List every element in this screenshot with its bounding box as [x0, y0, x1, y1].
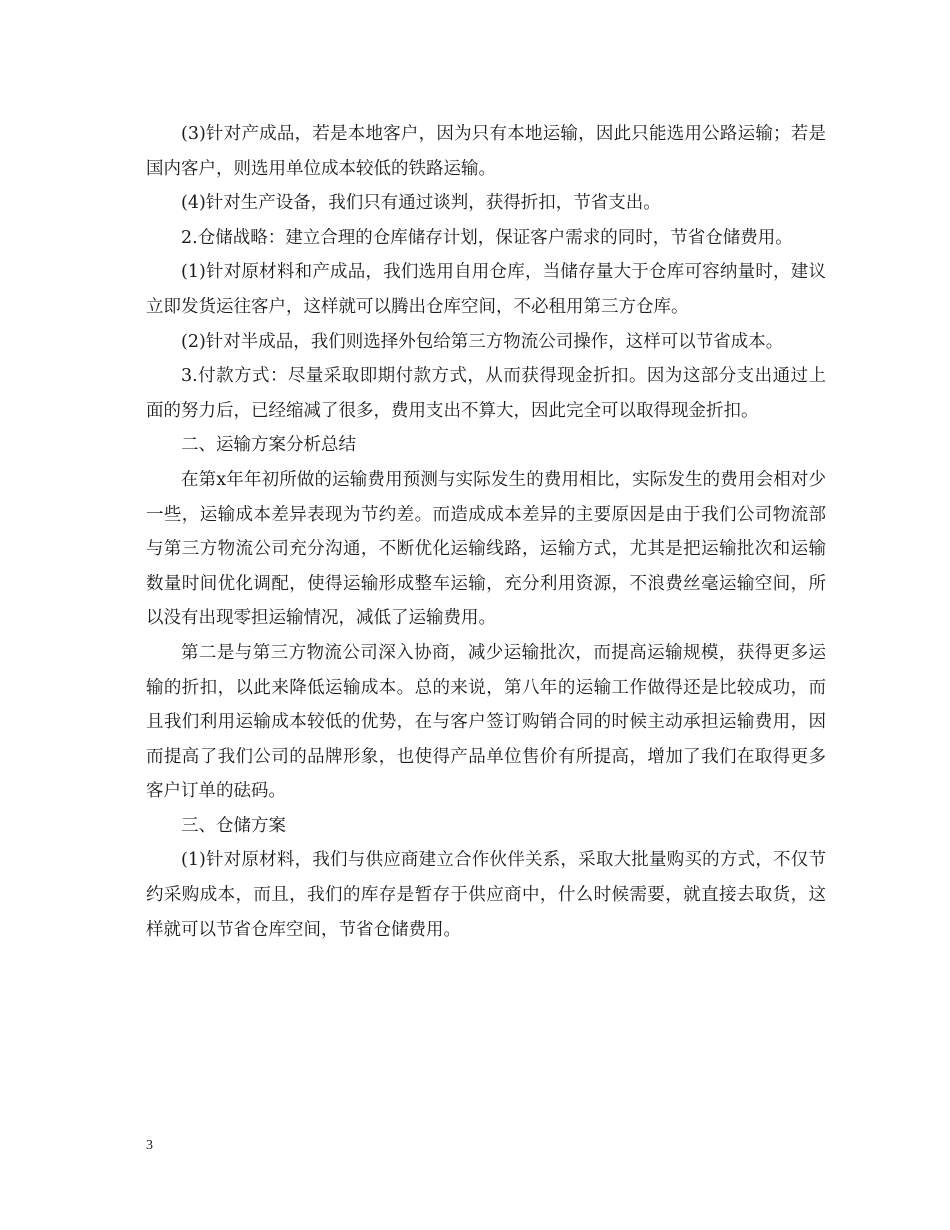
paragraph-third-party-negotiation: 第二是与第三方物流公司深入协商，减少运输批次，而提高运输规模，获得更多运输的折扣，以此来降低运输成本。总的来说，第八年的运输工作做得还是比较成功，而且我们利用运输成本较低的优势，在与客户签订购销合同的时候主动承担运输费用，因而提高了我们公司的品牌形象，也使得产品单位售价有所提高，增加了我们在取得更多客户订单的砝码。	[146, 642, 826, 802]
section-heading-transport-summary: 二、运输方案分析总结	[181, 435, 356, 456]
section-heading-warehousing-plan: 三、仓储方案	[181, 815, 286, 836]
paragraph-transport-finished-goods: (3)针对产成品，若是本地客户，因为只有本地运输，因此只能选用公路运输；若是国内客户，则选用单位成本较低的铁路运输。	[146, 124, 826, 179]
page-number: 3	[146, 1138, 153, 1153]
paragraph-warehousing-strategy: 2.仓储战略：建立合理的仓库储存计划，保证客户需求的同时，节省仓储费用。	[181, 227, 793, 248]
paragraph-semi-finished-outsourcing: (2)针对半成品，我们则选择外包给第三方物流公司操作，这样可以节省成本。	[181, 331, 784, 352]
paragraph-own-warehouse: (1)针对原材料和产成品，我们选用自用仓库，当储存量大于仓库可容纳量时，建议立即发货运往客户，这样就可以腾出仓库空间，不必租用第三方仓库。	[146, 262, 826, 317]
page-content	[146, 117, 826, 947]
paragraph-transport-cost-analysis: 在第x年年初所做的运输费用预测与实际发生的费用相比，实际发生的费用会相对少一些，运输成本差异表现为节约差。而造成成本差异的主要原因是由于我们公司物流部与第三方物流公司充分沟通，不断优化运输线路，运输方式，尤其是把运输批次和运输数量时间优化调配，使得运输形成整车运输，充分利用资源，不浪费丝毫运输空间，所以没有出现零担运输情况，减低了运输费用。	[146, 469, 826, 629]
paragraph-production-equipment: (4)针对生产设备，我们只有通过谈判，获得折扣，节省支出。	[181, 193, 661, 214]
paragraph-payment-method: 3.付款方式：尽量采取即期付款方式，从而获得现金折扣。因为这部分支出通过上面的努力后，已经缩减了很多，费用支出不算大，因此完全可以取得现金折扣。	[146, 366, 826, 421]
paragraph-raw-material-suppliers: (1)针对原材料，我们与供应商建立合作伙伴关系，采取大批量购买的方式，不仅节约采购成本，而且，我们的库存是暂存于供应商中，什么时候需要，就直接去取货，这样就可以节省仓库空间，节省仓储费用。	[146, 850, 826, 940]
